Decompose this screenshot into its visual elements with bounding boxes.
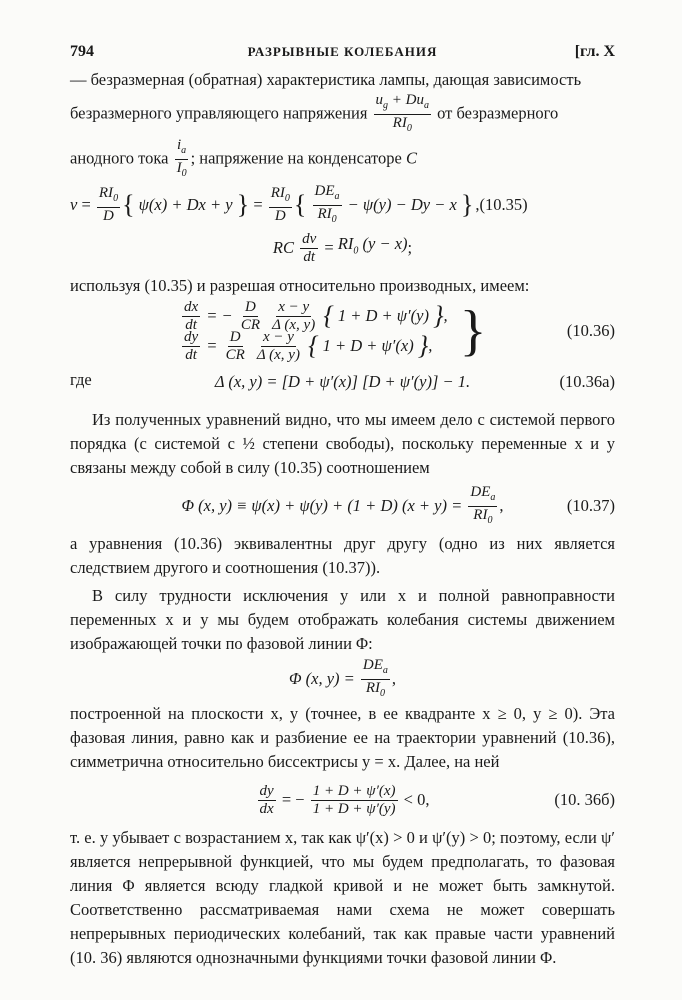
paragraph-5: а уравнения (10.36) эквивалентны друг другу (одно из них является следствием другого и соотношения (10.37)). xyxy=(70,534,615,577)
page xyxy=(70,40,615,970)
paragraph-7: построенной на плоскости x, y (точнее, в ее квадранте x ≥ 0, y ≥ 0). Эта фазовая линия, равно как и разбиение ее на траектории уравнений (10.36), симметрична относительно биссектрисы y = x. Далее, на ней xyxy=(70,704,615,771)
equation-10-36a: Δ (x, y) = [D + ψ′(x)] [D + ψ′(y)] − 1. (10.36a) xyxy=(70,368,615,396)
running-title: РАЗРЫВНЫЕ КОЛЕБАНИЯ xyxy=(247,44,438,59)
equation-number: (10. 36б) xyxy=(554,790,615,809)
chapter-label: [гл. X xyxy=(574,43,615,60)
equation-number: (10.36a) xyxy=(559,372,615,391)
equation-rc: RC $\frac{dv}{dt}$ = $RI_0$ (y − x) ; xyxy=(272,230,413,265)
equation-10-36: $\frac{dx}{dt}$ = − $\frac{D}{CR}$ $\frac{x - y}{\Delta (x, y)}$ { 1 + D + ψ′(y) } , $\frac{dy}{dt}$ = $\frac{D}{CR}$ $\frac{x - y}{\Delta (x, y)}$ { 1 + D + ψ′(x) } , } (10.36) xyxy=(184,298,615,363)
paragraph-6: В силу трудности исключения y или x и полной равноправности переменных x и y мы будем отображать колебания системы движением изображающей точки по фазовой линии Φ: xyxy=(70,586,615,653)
equation-10-37: Φ (x, y) ≡ ψ(x) + ψ(y) + (1 + D) (x + y) = $\frac{DE_a}{RI_0}$ , (10.37) xyxy=(181,483,615,526)
running-header xyxy=(70,40,615,68)
equation-10-35: v = $\frac{RI_0}{D}$ { ψ(x) + Dx + y } = $\frac{RI_0}{D}$ { $\frac{DE_a}{RI_0}$ − ψ(y) − Dy − x } ,(10.35) xyxy=(70,182,528,225)
paragraph-8: т. е. y убывает с возрастанием x, так как ψ′(x) > 0 и ψ′(y) > 0; поэтому, если ψ′ является непрерывной функцией, что мы будем предполагать, то фазовая линия Φ является всюду гладкой кривой и не может быть замкнутой. Соответственно рассматриваемая нами схема не может совершать непрерывных периодических колебаний, так как правые части уравнений (10. 36) являются однозначными функциями точки фазовой линии Φ. xyxy=(70,828,615,967)
equation-number: (10.37) xyxy=(566,496,615,515)
text-line: — безразмерная (обратная) характеристика лампы, дающая зависимость xyxy=(70,70,582,89)
equation-number: (10.36) xyxy=(566,321,615,340)
equation-10-36b: $\frac{dy}{dx}$ = − $\frac{1 + D + \psi'(x)}{1 + D + \psi'(y)}$ < 0, (10. 36б) xyxy=(259,782,615,817)
equation-number: ,(10.35) xyxy=(475,195,528,214)
paragraph-2: используя (10.35) и разрешая относительно производных, имеем: xyxy=(70,276,530,295)
text-line: анодного тока $\frac{i_a}{I_0}$ ; напряжение на конденсаторе C xyxy=(70,137,615,182)
paragraph-4: Из полученных уравнений видно, что мы имеем дело с системой первого порядка (с системой с ½ степени свободы), поскольку переменные x и y связаны между собой в силу (10.35) соотношением xyxy=(70,410,615,477)
formula-fraction: $\frac{i_a}{I_0}$ xyxy=(176,137,187,179)
equation-phase-line: Φ (x, y) = $\frac{DE_a}{RI_0}$ , xyxy=(288,656,397,699)
formula-fraction: $\frac{u_g + Du_a}{RI_0}$ xyxy=(375,92,429,134)
paragraph-1 xyxy=(70,68,615,182)
page-number: 794 xyxy=(70,43,94,60)
paragraph-where: где xyxy=(70,370,92,389)
text-line: безразмерного управляющего напряжения $\frac{u_g + Du_a}{RI_0}$ от безразмерного xyxy=(70,92,615,137)
